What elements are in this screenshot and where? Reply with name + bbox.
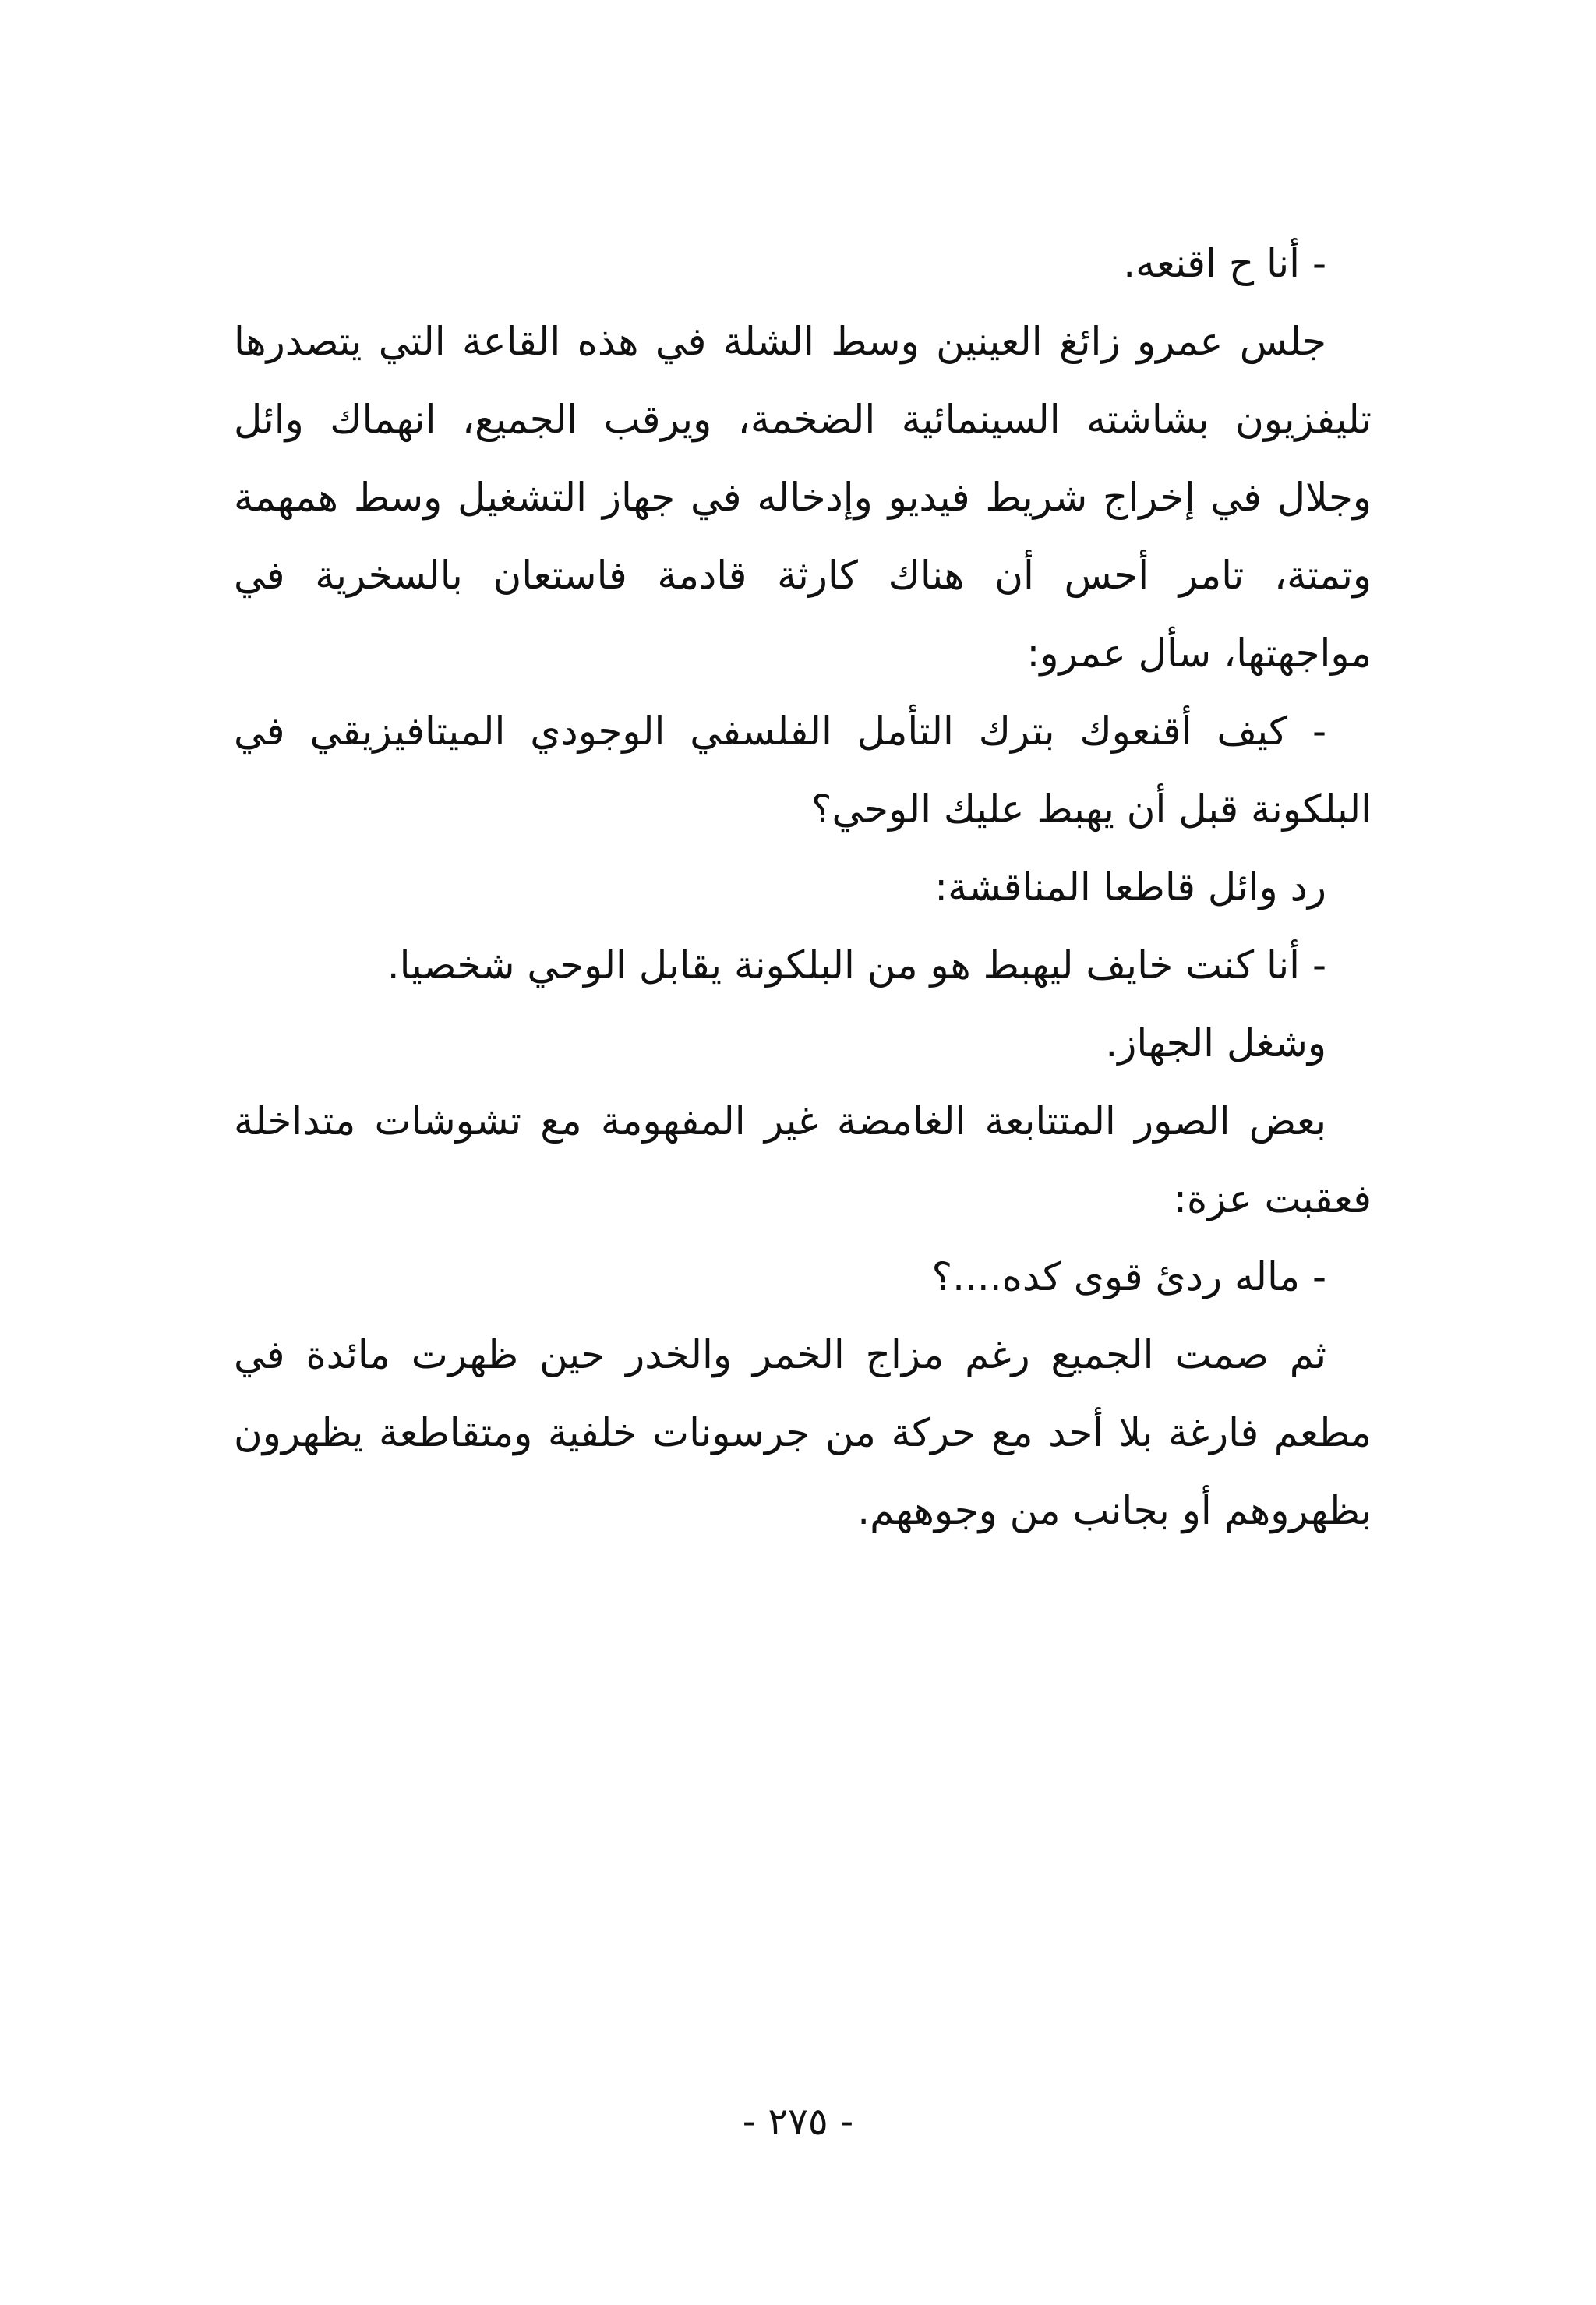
page-number: - ٢٧٥ -: [742, 2100, 854, 2144]
paragraph-narration-1: جلس عمرو زائغ العينين وسط الشلة في هذه القاعة التي يتصدرها تليفزيون بشاشته السينمائية الضخمة، ويرقب الجميع، انهماك وائل وجلال في إخراج شريط فيديو وإدخاله في جهاز التشغيل وسط همهمة وتمتة، تامر أحس أن هناك كارثة قادمة فاستعان بالسخرية في مواجهتها، سأل عمرو:: [234, 319, 1372, 676]
paragraph-dialogue-3: - أنا كنت خايف ليهبط هو من البلكونة يقابل الوحي شخصيا.: [387, 942, 1326, 988]
paragraph-narration-2: رد وائل قاطعا المناقشة:: [934, 864, 1326, 910]
paragraph-dialogue-1: - أنا ح اقنعه.: [1123, 241, 1326, 286]
paragraph-narration-4: بعض الصور المتتابعة الغامضة غير المفهومة مع تشوشات متداخلة فعقبت عزة:: [234, 1098, 1372, 1221]
paragraph-narration-3: وشغل الجهاز.: [1105, 1020, 1326, 1066]
paragraph-dialogue-4: - ماله ردئ قوى كده....؟: [931, 1254, 1326, 1299]
paragraph-dialogue-2: - كيف أقنعوك بترك التأمل الفلسفي الوجودي الميتافيزيقي في البلكونة قبل أن يهبط عليك الوحي؟: [234, 709, 1372, 832]
body-text: [234, 224, 1372, 1550]
paragraph-narration-5: ثم صمت الجميع رغم مزاج الخمر والخدر حين ظهرت مائدة في مطعم فارغة بلا أحد مع حركة من جرسونات خلفية ومتقاطعة يظهرون بظهروهم أو بجانب من وجوههم.: [234, 1332, 1372, 1533]
